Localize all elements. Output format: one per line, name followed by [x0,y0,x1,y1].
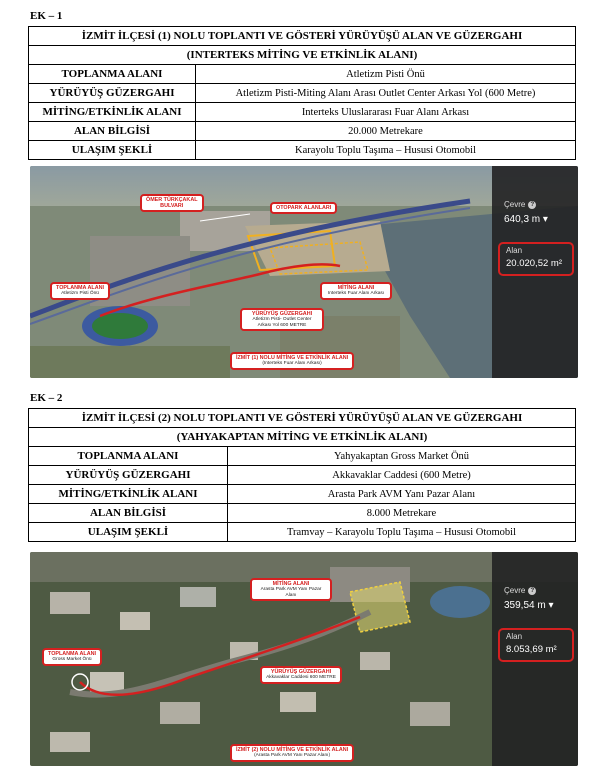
section-label-ek1: EK – 1 [30,10,63,22]
measure-panel [492,552,578,766]
table-subtitle: (YAHYAKAPTAN MİTİNG VE ETKİNLİK ALANI) [29,428,576,447]
section-label-ek2: EK – 2 [30,392,63,404]
perimeter-label: Çevre ? [504,200,536,209]
row-value: Karayolu Toplu Taşıma – Hususi Otomobil [196,141,576,160]
info-table-ek1 [28,26,576,160]
row-value: 20.000 Metrekare [196,122,576,141]
table-row [29,523,576,542]
perimeter-value[interactable]: 640,3 m ▾ [504,214,548,225]
row-value: Atletizm Pisti Önü [196,65,576,84]
table-row [29,485,576,504]
row-key: MİTİNG/ETKİNLİK ALANI [29,485,228,504]
aerial-map-ek1 [30,166,578,378]
area-value: 8.053,69 m² [506,644,557,655]
chevron-down-icon[interactable]: ▾ [542,214,548,225]
map-label-toplanma: TOPLANMA ALANI Gross Market Önü [42,648,102,666]
map-label-miting: MİTİNG ALANI Interteks Fuar Alanı Arkası [320,282,392,300]
table-row [29,504,576,523]
row-key: MİTİNG/ETKİNLİK ALANI [29,103,196,122]
table-row [29,447,576,466]
row-value: Arasta Park AVM Yanı Pazar Alanı [228,485,576,504]
table-row [29,65,576,84]
map-label-otopark: OTOPARK ALANLARI [270,202,337,214]
row-key: ULAŞIM ŞEKLİ [29,523,228,542]
measure-panel [492,166,578,378]
table-title: İZMİT İLÇESİ (2) NOLU TOPLANTI VE GÖSTERİ YÜRÜYÜŞÜ ALAN VE GÜZERGAHI [29,409,576,428]
info-table-ek2 [28,408,576,542]
table-subtitle: (INTERTEKS MİTİNG VE ETKİNLİK ALANI) [29,46,576,65]
area-label: Alan [506,632,523,641]
help-icon[interactable]: ? [528,201,536,209]
area-label: Alan [506,246,523,255]
perimeter-label: Çevre ? [504,586,536,595]
table-row [29,84,576,103]
row-value: Akkavaklar Caddesi (600 Metre) [228,466,576,485]
map-label-yuruyus: YÜRÜYÜŞ GÜZERGAHI Akkavaklar Caddesi 600 METRE [260,666,342,684]
area-box [498,628,574,662]
chevron-down-icon[interactable]: ▾ [548,600,554,611]
help-icon[interactable]: ? [528,587,536,595]
row-key: ALAN BİLGİSİ [29,504,228,523]
table-row [29,122,576,141]
table-row [29,141,576,160]
row-value: Tramvay – Karayolu Toplu Taşıma – Hususi Otomobil [228,523,576,542]
map-label-bottom: İZMİT (2) NOLU MİTİNG VE ETKİNLİK ALANI (Arasta Park AVM Yanı Pazar Alanı) [230,744,354,762]
row-key: TOPLANMA ALANI [29,447,228,466]
map-label-toplanma: TOPLANMA ALANI Atletizm Pisti Önü [50,282,110,300]
row-value: Interteks Uluslararası Fuar Alanı Arkası [196,103,576,122]
map-label-yuruyus: YÜRÜYÜŞ GÜZERGAHI Atletizm Pisti- Outlet Center Arkası Yol 600 METRE [240,308,324,331]
map-label-bottom: İZMİT (1) NOLU MİTİNG VE ETKİNLİK ALANI (Interteks Fuar Alanı Arkası) [230,352,354,370]
row-value: 8.000 Metrekare [228,504,576,523]
table-row [29,103,576,122]
row-key: ALAN BİLGİSİ [29,122,196,141]
table-row [29,466,576,485]
area-box [498,242,574,276]
row-key: YÜRÜYÜŞ GÜZERGAHI [29,466,228,485]
map-label-omer: ÖMER TÜRKÇAKAL BULVARI [140,194,204,212]
row-key: ULAŞIM ŞEKLİ [29,141,196,160]
perimeter-value[interactable]: 359,54 m ▾ [504,600,554,611]
row-key: YÜRÜYÜŞ GÜZERGAHI [29,84,196,103]
table-title: İZMİT İLÇESİ (1) NOLU TOPLANTI VE GÖSTERİ YÜRÜYÜŞÜ ALAN VE GÜZERGAHI [29,27,576,46]
row-value: Atletizm Pisti-Miting Alanı Arası Outlet Center Arkası Yol (600 Metre) [196,84,576,103]
area-value: 20.020,52 m² [506,258,562,269]
row-value: Yahyakaptan Gross Market Önü [228,447,576,466]
aerial-map-ek2 [30,552,578,766]
row-key: TOPLANMA ALANI [29,65,196,84]
map-label-miting: MİTİNG ALANI Arasta Park AVM Yanı Pazar Alanı [250,578,332,601]
